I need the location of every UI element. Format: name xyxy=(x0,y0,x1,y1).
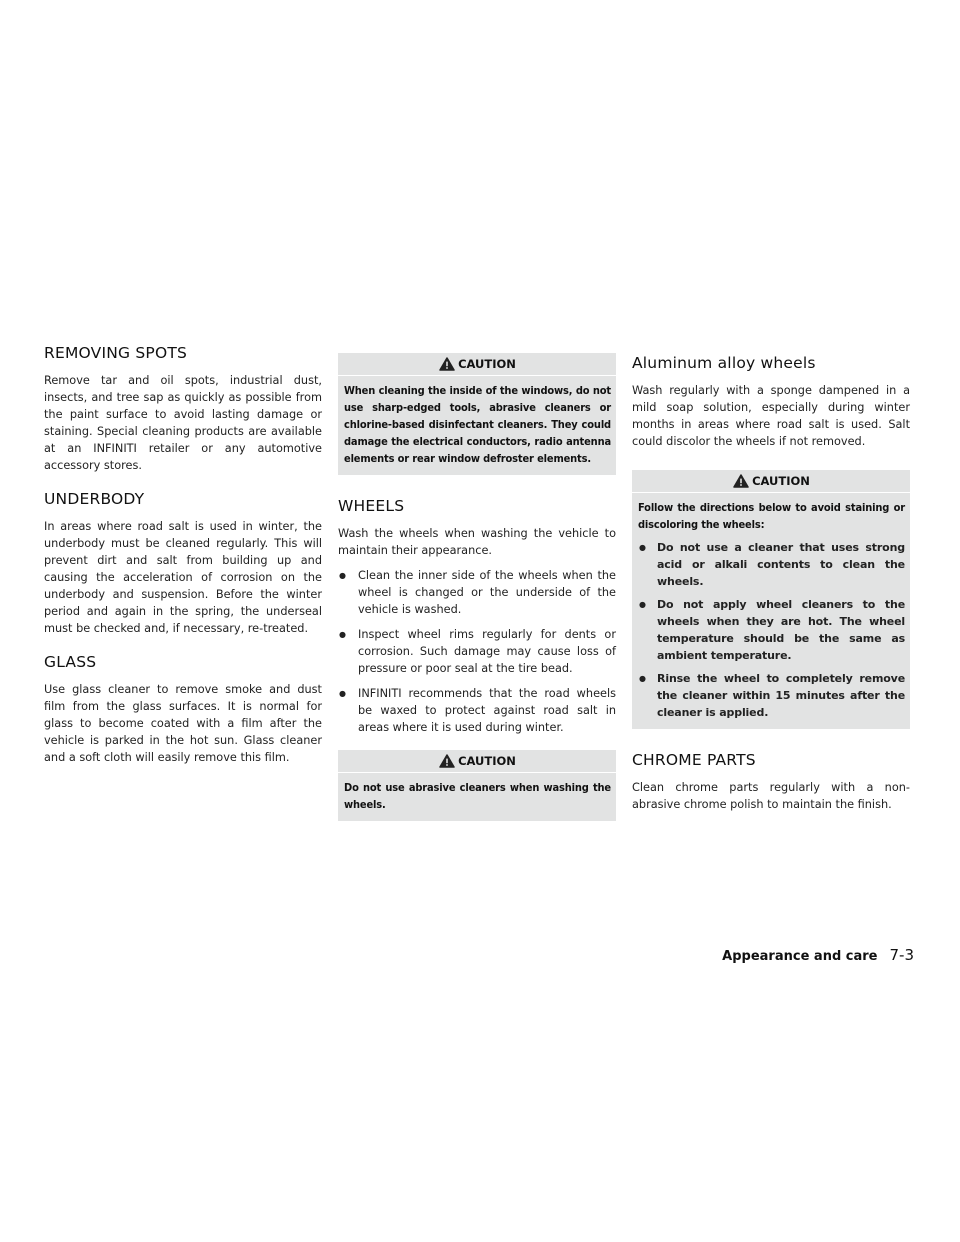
heading-chrome-parts: CHROME PARTS xyxy=(632,751,756,769)
column-left xyxy=(44,344,322,766)
list-item: ● Do not use a cleaner that uses strong acid or alkali contents to clean the wheels. xyxy=(638,539,905,590)
caution-box-windows xyxy=(338,353,616,475)
page-footer xyxy=(722,946,914,964)
list-item: ● Inspect wheel rims regularly for dents or corrosion. Such damage may cause loss of pressure or poor seal at the tire bead. xyxy=(338,626,616,677)
column-middle xyxy=(338,353,616,821)
column-right xyxy=(632,354,910,813)
aluminum-wheels-text: Wash regularly with a sponge dampened in a mild soap solution, especially during winter months in areas where road salt is used. Salt could discolor the wheels if not removed. xyxy=(632,384,910,448)
caution-label: CAUTION xyxy=(458,357,516,371)
warning-triangle-icon xyxy=(733,474,749,488)
caution-box-aluminum xyxy=(632,470,910,729)
heading-wheels: WHEELS xyxy=(338,497,405,515)
removing-spots-text: Remove tar and oil spots, industrial dust, insects, and tree sap as quickly as possible from the paint surface to avoid lasting damage or staining. Special cleaning products are available at an INFINITI retailer or any automotive accessory stores. xyxy=(44,374,322,472)
wheels-intro: Wash the wheels when washing the vehicle to maintain their appearance. xyxy=(338,527,616,557)
caution-wheels-text: Do not use abrasive cleaners when washing the wheels. xyxy=(344,781,611,811)
heading-removing-spots: REMOVING SPOTS xyxy=(44,344,188,362)
heading-aluminum-wheels: Aluminum alloy wheels xyxy=(632,354,816,372)
caution-divider xyxy=(632,492,910,493)
caution-divider xyxy=(338,772,616,773)
chrome-parts-text: Clean chrome parts regularly with a non- abrasive chrome polish to maintain the finish. xyxy=(632,781,910,811)
caution-aluminum-bullet-list xyxy=(638,539,905,721)
caution-header xyxy=(344,750,611,772)
caution-divider xyxy=(338,375,616,376)
heading-glass: GLASS xyxy=(44,653,97,671)
caution-header xyxy=(344,353,611,375)
caution-header xyxy=(638,470,905,492)
list-item: ● Rinse the wheel to completely remove the cleaner within 15 minutes after the cleaner is applied. xyxy=(638,670,905,721)
caution-label: CAUTION xyxy=(752,474,810,488)
wheels-bullet-list xyxy=(338,567,616,736)
footer-section-title: Appearance and care xyxy=(722,949,878,964)
underbody-text: In areas where road salt is used in winter, the underbody must be cleaned regularly. This will prevent dirt and salt from building up and causing the acceleration of corrosion on the underbody and suspension. Before the winter period and again in the spring, the underseal must be checked and, if necessary, re-treated. xyxy=(44,520,322,635)
list-item: ● INFINITI recommends that the road wheels be waxed to protect against road salt in areas where it is used during winter. xyxy=(338,685,616,736)
warning-triangle-icon xyxy=(439,754,455,768)
caution-windows-text: When cleaning the inside of the windows, do not use sharp-edged tools, abrasive cleaners or chlorine-based disinfectant cleaners. They could damage the electrical conductors, radio antenna elements or rear window defroster elements. xyxy=(344,384,611,465)
heading-underbody: UNDERBODY xyxy=(44,490,145,508)
glass-text: Use glass cleaner to remove smoke and dust film from the glass surfaces. It is normal for glass to become coated with a film after the vehicle is parked in the hot sun. Glass cleaner and a soft cloth will easily remove this film. xyxy=(44,683,322,764)
warning-triangle-icon xyxy=(439,357,455,371)
caution-aluminum-text: Follow the directions below to avoid staining or discoloring the wheels: xyxy=(638,501,905,531)
caution-label: CAUTION xyxy=(458,754,516,768)
caution-box-wheels xyxy=(338,750,616,821)
list-item: ● Clean the inner side of the wheels when the wheel is changed or the underside of the vehicle is washed. xyxy=(338,567,616,618)
list-item: ● Do not apply wheel cleaners to the wheels when they are hot. The wheel temperature should be the same as ambient temperature. xyxy=(638,596,905,664)
page-number: 7-3 xyxy=(889,946,914,964)
